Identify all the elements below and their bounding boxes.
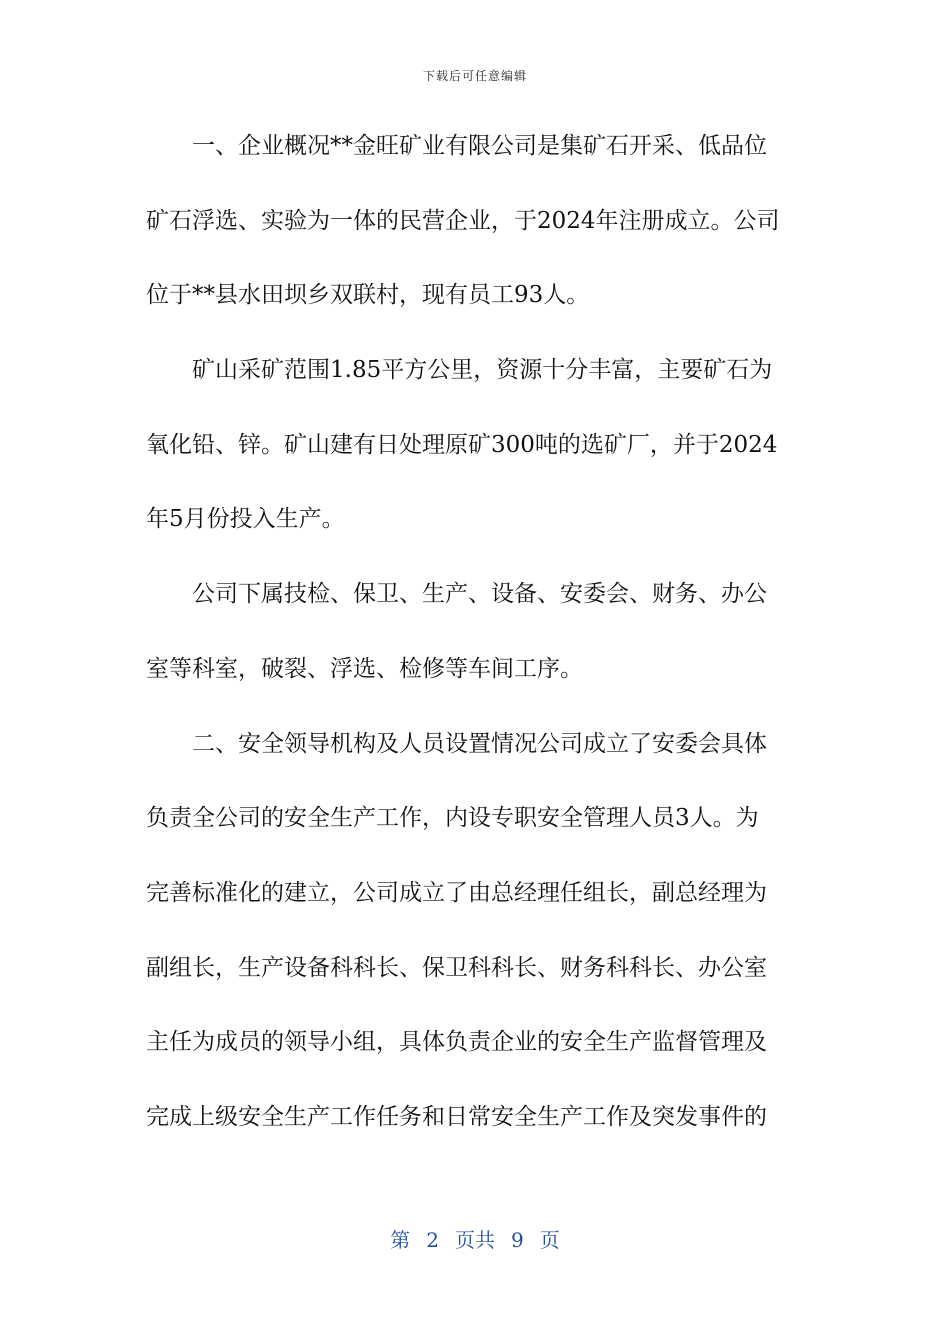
paragraph-line: 氧化铅、锌。矿山建有日处理原矿300吨的选矿厂，并于2024 [146, 431, 778, 458]
footer-middle: 页共 [455, 1228, 495, 1252]
total-pages-number: 9 [511, 1228, 524, 1252]
paragraph-line: 位于**县水田坝乡双联村，现有员工93人。 [146, 282, 590, 309]
paragraph-line: 二、安全领导机构及人员设置情况公司成立了安委会具体 [192, 730, 767, 757]
paragraph-line: 矿山采矿范围1.85平方公里，资源十分丰富，主要矿石为 [192, 357, 773, 384]
paragraph-line: 完成上级安全生产工作任务和日常安全生产工作及突发事件的 [146, 1103, 767, 1130]
document-body [146, 120, 798, 1166]
paragraph-line: 室等科室，破裂、浮选、检修等车间工序。 [146, 655, 583, 682]
page-footer [0, 1224, 950, 1253]
paragraph-line: 负责全公司的安全生产工作，内设专职安全管理人员3人。为 [146, 805, 759, 832]
paragraph-line: 年5月份投入生产。 [146, 506, 345, 533]
paragraph-line: 完善标准化的建立，公司成立了由总经理任组长，副总经理为 [146, 879, 767, 906]
paragraph-line: 矿石浮选、实验为一体的民营企业，于2024年注册成立。公司 [146, 207, 780, 234]
paragraph-line: 公司下属技检、保卫、生产、设备、安委会、财务、办公 [192, 581, 767, 608]
paragraph-line: 副组长，生产设备科科长、保卫科科长、财务科科长、办公室 [146, 954, 767, 981]
current-page-number: 2 [426, 1228, 439, 1252]
footer-prefix: 第 [390, 1228, 411, 1252]
footer-suffix: 页 [539, 1228, 560, 1252]
header-note: 下载后可任意编辑 [422, 69, 527, 83]
paragraph-line: 主任为成员的领导小组，具体负责企业的安全生产监督管理及 [146, 1029, 767, 1056]
paragraph-line: 一、企业概况**金旺矿业有限公司是集矿石开采、低品位 [192, 133, 767, 159]
